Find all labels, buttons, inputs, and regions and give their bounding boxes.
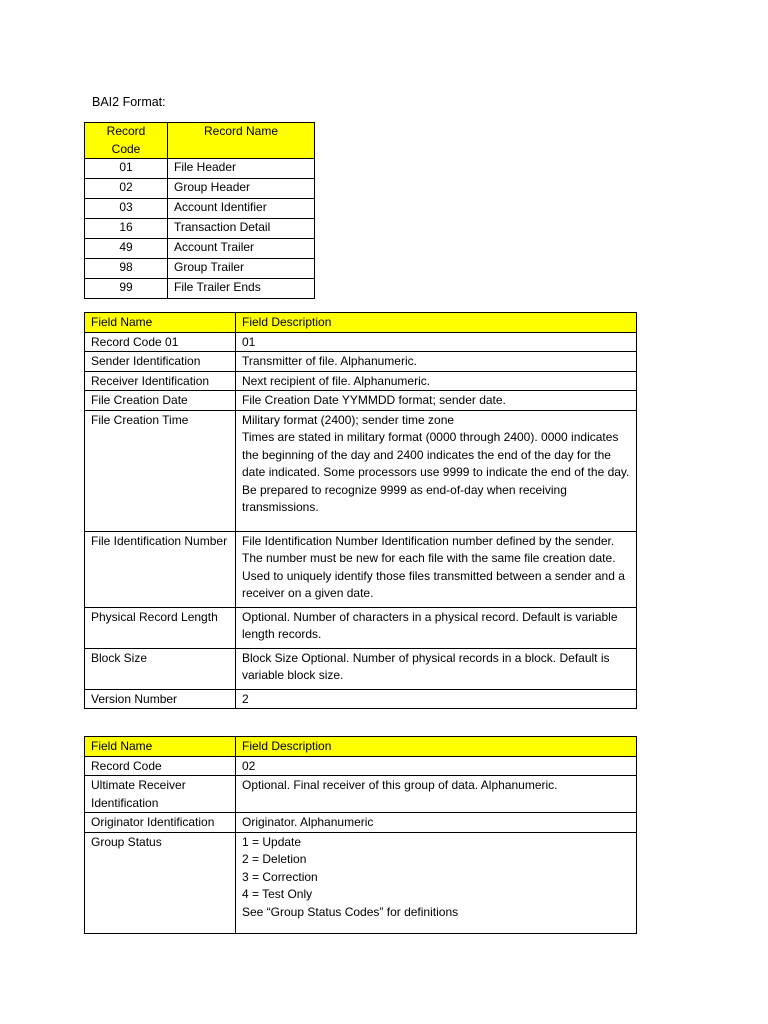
field-name-cell: Group Status bbox=[85, 832, 236, 934]
group-header-fields-table bbox=[84, 736, 637, 934]
field-name-cell: Sender Identification bbox=[85, 352, 236, 372]
table-row bbox=[85, 813, 637, 833]
table-row bbox=[85, 391, 637, 411]
field-name-cell: File Creation Date bbox=[85, 391, 236, 411]
group-status-line: 4 = Test Only bbox=[242, 887, 313, 901]
group-status-line: 2 = Deletion bbox=[242, 852, 307, 866]
column-header: Record Name bbox=[168, 123, 315, 159]
table-row bbox=[85, 410, 637, 531]
table-row bbox=[85, 776, 637, 813]
field-description-cell: 02 bbox=[236, 756, 637, 776]
field-name-cell: Ultimate Receiver Identification bbox=[85, 776, 236, 813]
record-name-cell: File Header bbox=[168, 159, 315, 179]
group-status-line: 1 = Update bbox=[242, 834, 302, 849]
field-name-cell: Record Code 01 bbox=[85, 332, 236, 352]
field-description-cell bbox=[236, 832, 637, 934]
field-description-note: Times are stated in military format (0000 through 2400). 0000 indicates the beginning of the day and 2400 indicates the end of the day for the date indicated. Some processors use 9999 to indicate the end of the day. Be prepared to recognize 9999 as end-of-day when receiving transmissions. bbox=[242, 430, 630, 514]
table-header-row bbox=[85, 737, 637, 757]
group-status-line: See “Group Status Codes” for definitions bbox=[242, 904, 459, 919]
table-row bbox=[85, 531, 637, 607]
column-header: Field Description bbox=[236, 737, 637, 757]
field-description-cell: Transmitter of file. Alphanumeric. bbox=[236, 352, 637, 372]
table-row bbox=[85, 689, 637, 709]
record-name-cell: Account Trailer bbox=[168, 239, 315, 259]
table-row bbox=[85, 159, 315, 179]
record-code-cell: 02 bbox=[85, 179, 168, 199]
field-description-cell: 01 bbox=[236, 332, 637, 352]
group-status-line: 3 = Correction bbox=[242, 869, 318, 884]
field-description-cell: Block Size Optional. Number of physical records in a block. Default is variable block size. bbox=[236, 648, 637, 689]
field-name-cell: Receiver Identification bbox=[85, 371, 236, 391]
record-name-cell: Transaction Detail bbox=[168, 219, 315, 239]
record-code-table bbox=[84, 122, 315, 299]
table-row bbox=[85, 279, 315, 299]
page-heading: BAI2 Format: bbox=[92, 95, 166, 109]
table-row bbox=[85, 199, 315, 219]
table-header-row bbox=[85, 313, 637, 333]
field-name-cell: Record Code bbox=[85, 756, 236, 776]
record-name-cell: Group Trailer bbox=[168, 259, 315, 279]
field-name-cell: Physical Record Length bbox=[85, 607, 236, 648]
field-description-cell: File Identification Number Identification number defined by the sender. The number must be new for each file with the same file creation date. Used to uniquely identify those files transmitted between a sender and a receiver on a given date. bbox=[236, 531, 637, 607]
table-header-row bbox=[85, 123, 315, 159]
table-row bbox=[85, 371, 637, 391]
record-code-cell: 99 bbox=[85, 279, 168, 299]
record-name-cell: Account Identifier bbox=[168, 199, 315, 219]
record-code-cell: 01 bbox=[85, 159, 168, 179]
field-description-cell: Optional. Number of characters in a physical record. Default is variable length records. bbox=[236, 607, 637, 648]
column-header: Field Name bbox=[85, 737, 236, 757]
column-header: Field Description bbox=[236, 313, 637, 333]
file-header-fields-table bbox=[84, 312, 637, 709]
field-name-cell: Version Number bbox=[85, 689, 236, 709]
table-row bbox=[85, 332, 637, 352]
record-code-cell: 03 bbox=[85, 199, 168, 219]
table-row bbox=[85, 219, 315, 239]
field-description-cell: Next recipient of file. Alphanumeric. bbox=[236, 371, 637, 391]
record-name-cell: Group Header bbox=[168, 179, 315, 199]
field-name-cell: Originator Identification bbox=[85, 813, 236, 833]
field-name-cell: File Creation Time bbox=[85, 410, 236, 531]
field-description-cell bbox=[236, 410, 637, 531]
table-row bbox=[85, 179, 315, 199]
record-code-cell: 98 bbox=[85, 259, 168, 279]
record-name-cell: File Trailer Ends bbox=[168, 279, 315, 299]
table-row bbox=[85, 648, 637, 689]
field-name-cell: Block Size bbox=[85, 648, 236, 689]
table-row bbox=[85, 239, 315, 259]
field-description-cell: Originator. Alphanumeric bbox=[236, 813, 637, 833]
record-code-cell: 16 bbox=[85, 219, 168, 239]
table-row bbox=[85, 259, 315, 279]
field-name-cell: File Identification Number bbox=[85, 531, 236, 607]
field-description-cell: Optional. Final receiver of this group of data. Alphanumeric. bbox=[236, 776, 637, 813]
table-row bbox=[85, 756, 637, 776]
record-code-cell: 49 bbox=[85, 239, 168, 259]
table-row bbox=[85, 832, 637, 934]
column-header: Field Name bbox=[85, 313, 236, 333]
column-header: Record Code bbox=[85, 123, 168, 159]
field-description-text: Military format (2400); sender time zone bbox=[242, 412, 455, 427]
field-description-cell: 2 bbox=[236, 689, 637, 709]
table-row bbox=[85, 352, 637, 372]
field-description-cell: File Creation Date YYMMDD format; sender date. bbox=[236, 391, 637, 411]
table-row bbox=[85, 607, 637, 648]
